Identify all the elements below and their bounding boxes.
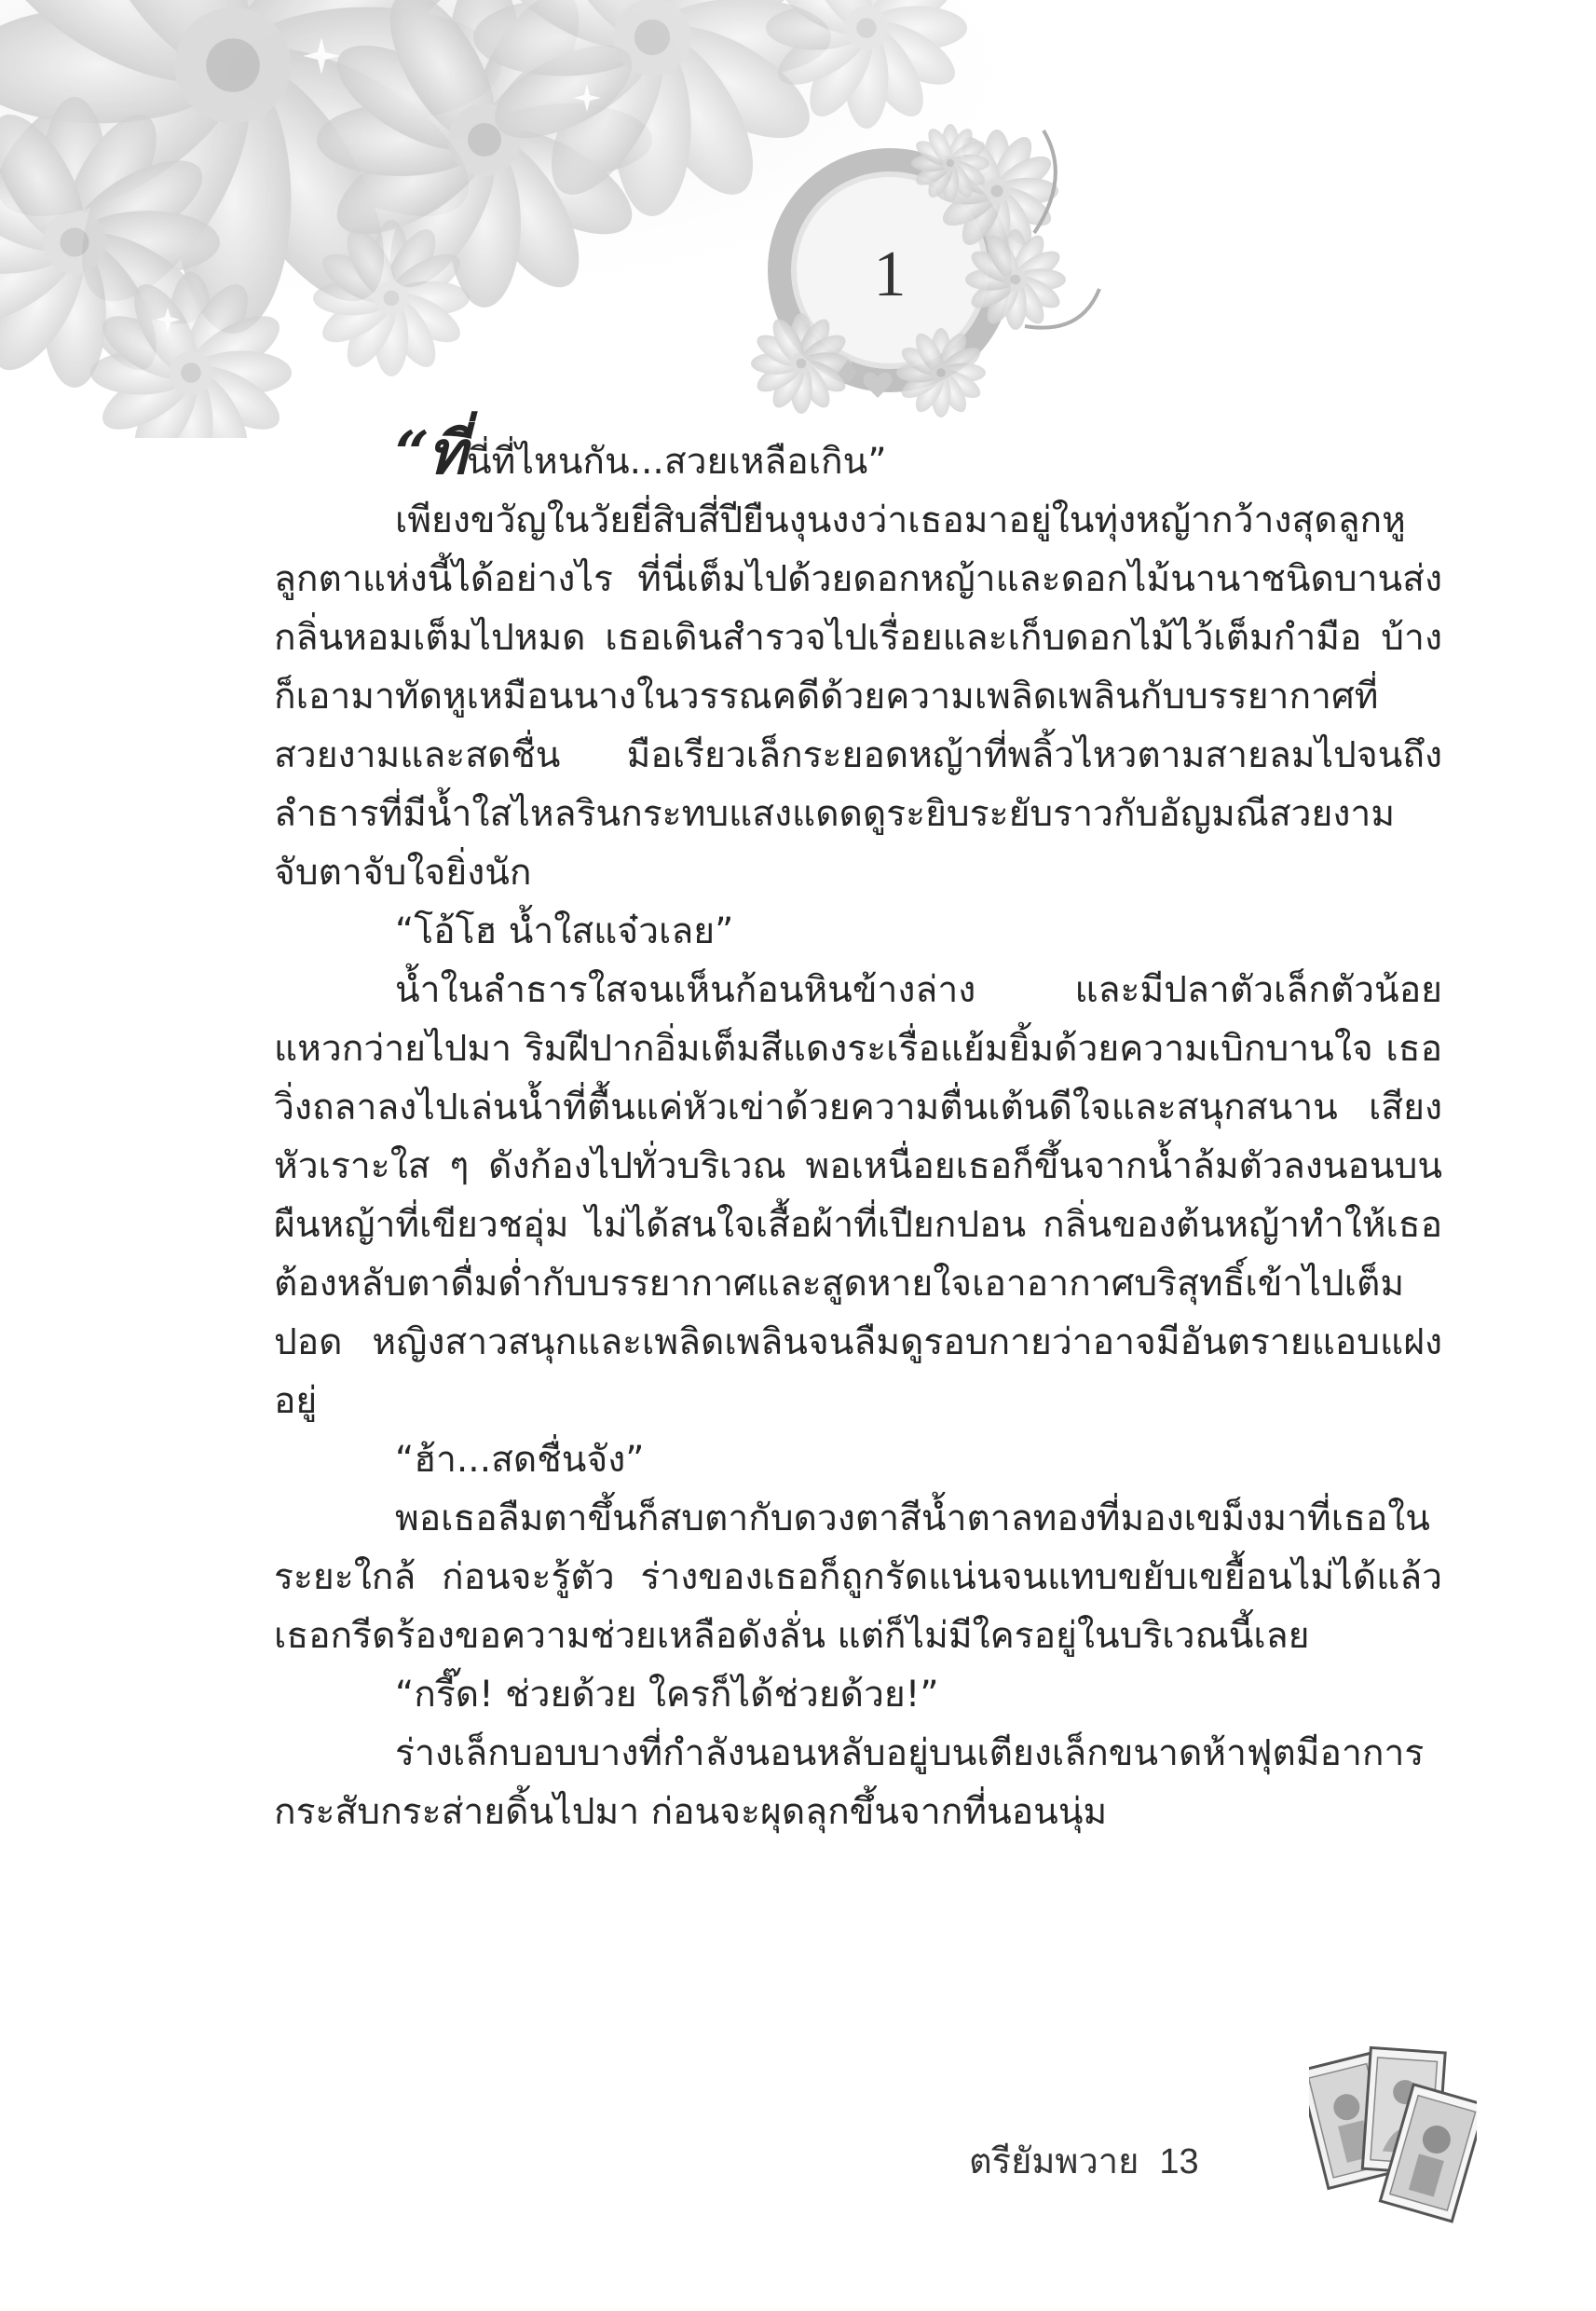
dialogue-line: “ฮ้า...สดชื่นจัง” (395, 1439, 645, 1481)
paragraph: พอเธอลืมตาขึ้นก็สบตากับดวงตาสีน้ำตาลทองที่มองเขม็งมาที่เธอในระยะใกล้ ก่อนจะรู้ตัว ร่างของเธอก็ถูกรัดแน่นจนแทบขยับเขยื้อนไม่ได้แล้ว เธอกรีดร้องขอความช่วยเหลือดังลั่น แต่ก็ไม่มีใครอยู่ในบริเวณนี้เลย (274, 1497, 1442, 1657)
dialogue-line: “กรี๊ด! ช่วยด้วย ใครก็ได้ช่วยด้วย!” (395, 1674, 939, 1716)
paragraph: เพียงขวัญในวัยยี่สิบสี่ปียืนงุนงงว่าเธอมาอยู่ในทุ่งหญ้ากว้างสุดลูกหูลูกตาแห่งนี้ได้อย่างไร ที่นี่เต็มไปด้วยดอกหญ้าและดอกไม้นานาชนิดบานส่งกลิ่นหอมเต็มไปหมด เธอเดินสำรวจไปเรื่อยและเก็บดอกไม้ไว้เต็มกำมือ บ้างก็เอามาทัดหูเหมือนนางในวรรณคดีด้วยความเพลิดเพลินกับบรรยากาศที่สวยงามและสดชื่น มือเรียวเล็กระยอดหญ้าที่พลิ้วไหวตามสายลมไปจนถึงลำธารที่มีน้ำใสไหลรินกระทบแสงแดดดูระยิบระยับราวกับอัญมณีสวยงามจับตาจับใจยิ่งนัก (274, 499, 1442, 894)
floral-header-illustration (0, 0, 1596, 438)
page-number: 13 (1159, 2142, 1199, 2181)
page-footer (969, 2132, 1199, 2189)
opening-line (274, 418, 1442, 491)
tarot-cards-illustration (1309, 2041, 1477, 2227)
chapter-number: 1 (873, 239, 907, 310)
chapter-body (274, 418, 1442, 1841)
book-title: ตรียัมพวาย (969, 2140, 1139, 2181)
paragraph: ร่างเล็กบอบบางที่กำลังนอนหลับอยู่บนเตียงเล็กขนาดห้าฟุตมีอาการกระสับกระส่ายดิ้นไปมา ก่อนจะผุดลุกขึ้นจากที่นอนนุ่ม (274, 1732, 1425, 1833)
opening-text: นี่ที่ไหนกัน...สวยเหลือเกิน” (467, 441, 887, 483)
dialogue-line: “โอ้โฮ น้ำใสแจ๋วเลย” (395, 910, 734, 952)
paragraph: น้ำในลำธารใสจนเห็นก้อนหินข้างล่าง และมีปลาตัวเล็กตัวน้อยแหวกว่ายไปมา ริมฝีปากอิ่มเต็มสีแดงระเรื่อแย้มยิ้มด้วยความเบิกบานใจ เธอวิ่งถลาลงไปเล่นน้ำที่ตื้นแค่หัวเข่าด้วยความตื่นเต้นดีใจและสนุกสนาน เสียงหัวเราะใส ๆ ดังก้องไปทั่วบริเวณ พอเหนื่อยเธอก็ขึ้นจากน้ำล้มตัวลงนอนบนผืนหญ้าที่เขียวชอุ่ม ไม่ได้สนใจเสื้อผ้าที่เปียกปอน กลิ่นของต้นหญ้าทำให้เธอต้องหลับตาดื่มด่ำกับบรรยากาศและสูดหายใจเอาอากาศบริสุทธิ์เข้าไปเต็มปอด หญิงสาวสนุกและเพลิดเพลินจนลืมดูรอบกายว่าอาจมีอันตรายแอบแฝงอยู่ (274, 969, 1442, 1422)
opening-quote-mark: “ (395, 418, 428, 488)
drop-cap: ที่ (427, 419, 467, 488)
